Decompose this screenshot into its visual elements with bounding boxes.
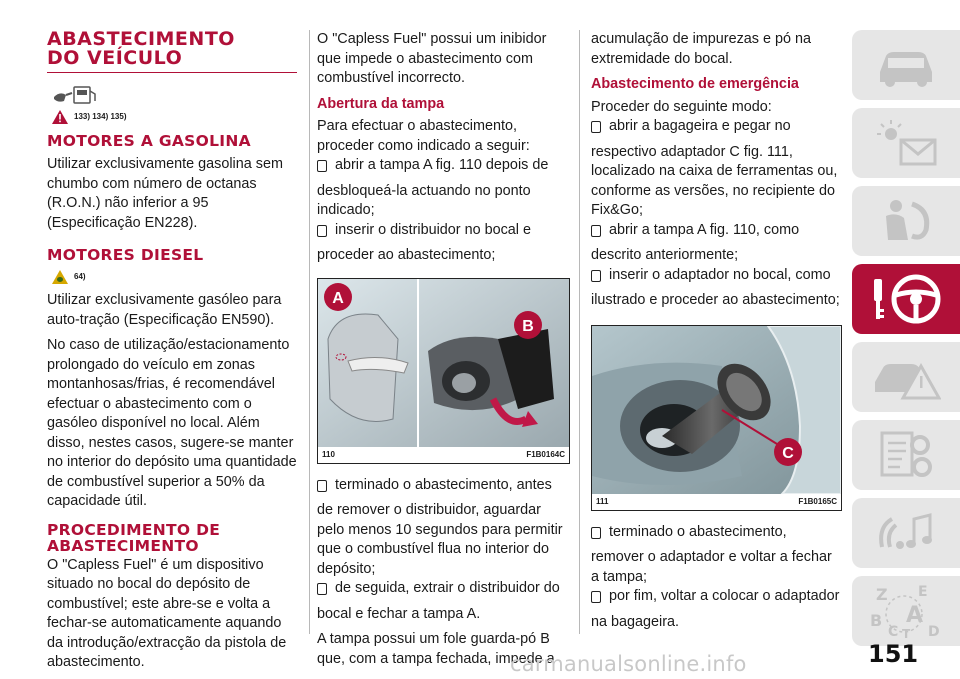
eco-references: 64) — [52, 269, 297, 285]
tab-index[interactable] — [852, 576, 960, 646]
environment-warning-icon — [52, 270, 68, 284]
figure-code: F1B0164C — [526, 449, 565, 459]
bullet-box-icon — [317, 583, 327, 595]
page-number: 151 — [868, 640, 919, 668]
warning-triangle-icon — [52, 110, 68, 124]
multimedia-icon — [874, 507, 938, 559]
paragraph-continuation: acumulação de impurezas e pó na extremidade do bocal. — [591, 31, 811, 67]
bullet-box-icon — [591, 225, 601, 237]
bullet-box-icon — [591, 527, 601, 539]
paragraph-diesel-1: Utilizar exclusivamente gasóleo para auto-tração (Especificação EN590). — [47, 292, 282, 328]
section-title-diesel: MOTORES DIESEL — [47, 246, 204, 264]
bullet-open-cap: abrir a tampa A fig. 110 depois de — [317, 156, 570, 176]
label-b: B — [522, 317, 534, 335]
bullet-box-icon — [591, 270, 601, 282]
paragraph-procedure: O "Capless Fuel" é um dispositivo situado no bocal do depósito de combustível; este abre-se e volta a fechar-se automaticamente aquando da introdução/extracção da pistola de abastecimento. — [47, 556, 287, 670]
subtitle-emergency: Abastecimento de emergência — [591, 76, 799, 92]
bullet-insert-adapter: inserir o adaptador no bocal, como — [591, 266, 841, 286]
label-c: C — [782, 444, 794, 462]
title-rule — [47, 72, 297, 73]
svg-text:D: D — [928, 624, 940, 640]
bullet-open-cap: abrir a tampa A fig. 110, como — [591, 221, 841, 241]
bullet-box-icon — [317, 160, 327, 172]
bullet-remove-adapter: terminado o abastecimento, — [591, 523, 841, 543]
chapter-tabs — [852, 30, 960, 654]
column-divider-2 — [579, 30, 580, 634]
warning-references: 133) 134) 135) — [52, 109, 297, 125]
figure-110-caption — [317, 447, 570, 464]
column-2: O "Capless Fuel" possui um inibidor que impede o abastecimento com combustível incorrecto. Abertura da tampa Para efectuar o abastecimento, proceder como indicado a seguir: abrir a tampa A fig. 110 depois de desbloqueá-la actuando no ponto indicado; inserir o distribuidor no bocal e proceder ao abastecimento; A B 110 F1B0164C terminado o abastecimento, antes de remover o distribuidor, aguardar pelo menos 10 segundos para permitir que o combustível flua no interior do depósito; de seguida, extrair o distribuidor do bocal e fechar a tampa A. A tampa possui um fole guarda-pó B que, com a tampa fechada, impede a — [317, 30, 570, 675]
section-title-procedure: PROCEDIMENTO DE ABASTECIMENTO — [47, 520, 221, 555]
figure-code: F1B0165C — [798, 496, 837, 506]
figure-111-caption — [591, 494, 842, 511]
svg-text:E: E — [918, 584, 928, 600]
tab-dashboard[interactable] — [852, 30, 960, 100]
bullet-take-adapter: abrir a bagageira e pegar no — [591, 117, 841, 137]
bullet-box-icon — [317, 225, 327, 237]
figure-110 — [317, 278, 570, 464]
bullet-stow-adapter: por fim, voltar a colocar o adaptador — [591, 587, 841, 607]
column-1 — [47, 30, 297, 679]
svg-text:T: T — [902, 627, 911, 640]
adapter-illustration — [592, 326, 841, 494]
warning-lights-icon — [871, 118, 941, 168]
paragraph-opening: Para efectuar o abastecimento, proceder como indicado a seguir: — [317, 118, 530, 154]
paragraph-emergency: Proceder do seguinte modo: — [591, 98, 772, 115]
paragraph-gasoline: Utilizar exclusivamente gasolina sem chumbo com número de octanas (R.O.N.) não inferior a 95 (Especificação EN228). — [47, 156, 283, 231]
label-a: A — [332, 289, 344, 307]
bullet-extract: de seguida, extrair o distribuidor do — [317, 579, 570, 599]
paragraph-diesel-2: No caso de utilização/estacionamento prolongado do veículo em zonas montanhosas/frias, é recomendável efectuar o abastecimento com o gasóleo disponível no local. Além disso, nestes casos, sugere-se manter no interior do depósito uma quantidade de combustível superior a 50% da capacidade útil. — [47, 337, 297, 509]
bullet-box-icon — [591, 591, 601, 603]
svg-text:B: B — [870, 611, 883, 630]
subtitle-opening: Abertura da tampa — [317, 95, 445, 112]
steering-wheel-key-icon — [866, 271, 946, 327]
paragraph-dust-bellows: A tampa possui um fole guarda-pó B que, com a tampa fechada, impede a — [317, 631, 555, 667]
tab-starting-driving[interactable] — [852, 264, 960, 334]
tab-warning-lights[interactable] — [852, 108, 960, 178]
section-title-gasoline: MOTORES A GASOLINA — [47, 132, 251, 150]
page-title: ABASTECIMENTO DO VEÍCULO — [47, 28, 235, 69]
safety-airbag-icon — [874, 196, 938, 246]
figure-number: 110 — [322, 449, 335, 459]
bullet-box-icon — [591, 121, 601, 133]
fuel-pump-icon — [52, 83, 297, 105]
column-3: acumulação de impurezas e pó na extremidade do bocal. Abastecimento de emergência Proceder do seguinte modo: abrir a bagageira e pegar no respectivo adaptador C fig. 111, localizado na caixa de ferramentas ou, conforme as versões, no recipiente do Fix&Go; abrir a tampa A fig. 110, como descrito anteriormente; inserir o adaptador no bocal, como ilustrado e proceder ao abastecimento; C 111 F1B0165C terminado o abastecimento, remover o adaptador e voltar a fechar a tampa; por fim, voltar a colocar o adaptador na bagageira. — [591, 30, 841, 638]
fuel-flap-illustration — [318, 279, 569, 447]
figure-111 — [591, 325, 841, 511]
figure-number: 111 — [596, 496, 609, 506]
svg-text:Z: Z — [876, 585, 888, 604]
tab-emergency[interactable] — [852, 342, 960, 412]
svg-text:C: C — [888, 624, 899, 640]
maintenance-icon — [874, 429, 938, 481]
tab-multimedia[interactable] — [852, 498, 960, 568]
index-icon — [868, 582, 944, 640]
emergency-icon — [871, 352, 941, 402]
bullet-box-icon — [317, 480, 327, 492]
paragraph-capless-intro: O "Capless Fuel" possui um inibidor que impede o abastecimento com combustível incorrecto. — [317, 31, 547, 86]
svg-text:A: A — [906, 603, 924, 628]
tab-safety[interactable] — [852, 186, 960, 256]
column-divider-1 — [309, 30, 310, 634]
car-dashboard-icon — [874, 42, 938, 88]
tab-maintenance[interactable] — [852, 420, 960, 490]
bullet-insert-nozzle: inserir o distribuidor no bocal e — [317, 221, 570, 241]
bullet-wait: terminado o abastecimento, antes — [317, 476, 570, 496]
watermark: carmanualsonline.info — [510, 652, 747, 676]
